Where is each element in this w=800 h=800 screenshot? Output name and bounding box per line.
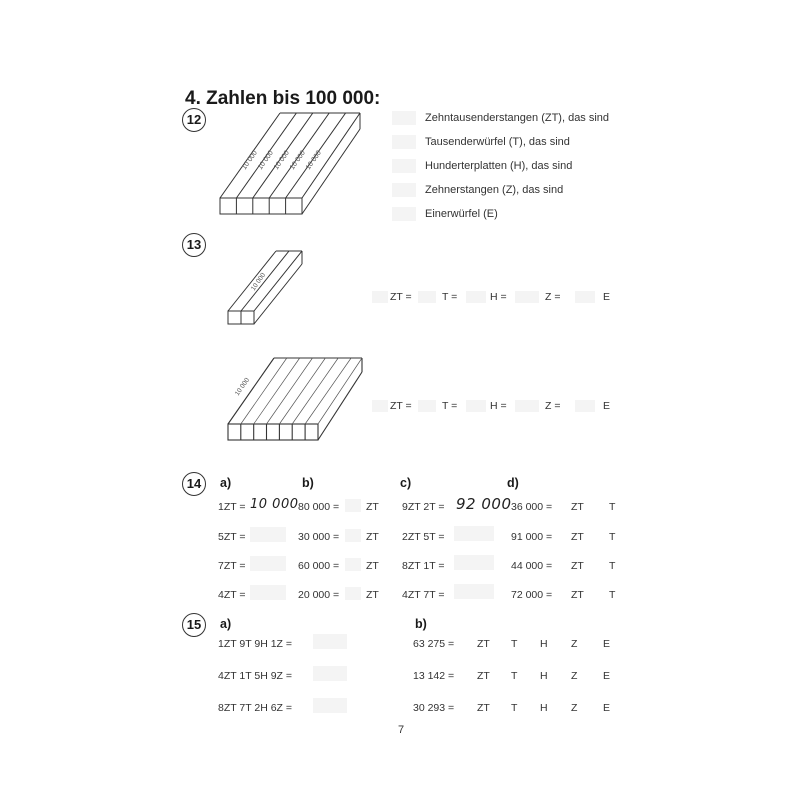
ex14-b-unit: ZT bbox=[366, 560, 379, 572]
ex14-header-c: c) bbox=[400, 476, 412, 490]
unit-e: E bbox=[603, 702, 611, 714]
ex15-a-label: 4ZT 1T 5H 9Z = bbox=[218, 670, 293, 682]
svg-text:10 000: 10 000 bbox=[272, 149, 291, 172]
ex14-c-label: 8ZT 1T = bbox=[402, 560, 445, 572]
unit-h: H bbox=[540, 638, 548, 650]
page-title: 4. Zahlen bis 100 000: bbox=[185, 88, 381, 109]
answer-box[interactable] bbox=[345, 587, 361, 600]
ex14-d-unit-t: T bbox=[609, 560, 616, 572]
ex14-a-label: 1ZT = bbox=[218, 501, 246, 513]
ex13-zt: ZT = bbox=[390, 291, 412, 303]
answer-box[interactable] bbox=[392, 111, 416, 125]
ex15-header-b: b) bbox=[415, 617, 427, 631]
ex15-b-label: 13 142 = bbox=[413, 670, 455, 682]
answer-box[interactable] bbox=[392, 207, 416, 221]
ex12-line-zt: Zehntausenderstangen (ZT), das sind bbox=[425, 112, 610, 124]
answer-box[interactable] bbox=[392, 135, 416, 149]
unit-zt: ZT bbox=[477, 670, 490, 682]
answer-box[interactable] bbox=[466, 291, 486, 303]
ex14-header-d: d) bbox=[507, 476, 519, 490]
slab-label: 10 000 bbox=[233, 376, 252, 398]
ex15-b-label: 30 293 = bbox=[413, 702, 455, 714]
answer-box[interactable] bbox=[313, 666, 347, 681]
ex13-t: T = bbox=[442, 400, 458, 412]
ex14-c-label: 9ZT 2T = bbox=[402, 501, 445, 513]
ex14-header-b: b) bbox=[302, 476, 314, 490]
answer-box[interactable] bbox=[250, 585, 286, 600]
answer-box[interactable] bbox=[454, 526, 494, 541]
ex14-b-label: 60 000 = bbox=[298, 560, 340, 572]
unit-h: H bbox=[540, 670, 548, 682]
ten-thousand-slab-illustration bbox=[215, 108, 365, 220]
ex14-b-label: 20 000 = bbox=[298, 589, 340, 601]
answer-box[interactable] bbox=[418, 400, 436, 412]
answer-box[interactable] bbox=[515, 400, 539, 412]
answer-box[interactable] bbox=[515, 291, 539, 303]
unit-z: Z bbox=[571, 670, 578, 682]
ex14-d-unit-zt: ZT bbox=[571, 501, 584, 513]
answer-box[interactable] bbox=[372, 400, 388, 412]
ex13-z: Z = bbox=[545, 400, 561, 412]
answer-box[interactable] bbox=[466, 400, 486, 412]
ex14-c-label: 4ZT 7T = bbox=[402, 589, 445, 601]
page-number: 7 bbox=[398, 724, 405, 736]
answer-box[interactable] bbox=[392, 183, 416, 197]
answer-box[interactable] bbox=[454, 584, 494, 599]
unit-t: T bbox=[511, 670, 518, 682]
unit-zt: ZT bbox=[477, 638, 490, 650]
ex14-b-label: 30 000 = bbox=[298, 531, 340, 543]
ex14-a-answer[interactable]: 10 000 bbox=[250, 497, 299, 512]
ex14-a-label: 7ZT = bbox=[218, 560, 246, 572]
answer-box[interactable] bbox=[313, 634, 347, 649]
answer-box[interactable] bbox=[372, 291, 388, 303]
ex14-c-label: 2ZT 5T = bbox=[402, 531, 445, 543]
ex13-zt: ZT = bbox=[390, 400, 412, 412]
exercise-number-13: 13 bbox=[182, 233, 206, 257]
ex14-header-a: a) bbox=[220, 476, 232, 490]
svg-text:10 000: 10 000 bbox=[288, 149, 307, 172]
unit-z: Z bbox=[571, 638, 578, 650]
seven-rod-slab-illustration bbox=[225, 354, 365, 444]
ex14-d-unit-t: T bbox=[609, 531, 616, 543]
rod-label: 10 000 bbox=[249, 271, 268, 293]
ex13-e: E bbox=[603, 291, 611, 303]
exercise-number-14: 14 bbox=[182, 472, 206, 496]
exercise-number-12: 12 bbox=[182, 108, 206, 132]
ex14-d-unit-zt: ZT bbox=[571, 589, 584, 601]
ex14-d-label: 91 000 = bbox=[511, 531, 553, 543]
svg-text:10 000: 10 000 bbox=[304, 149, 323, 172]
answer-box[interactable] bbox=[575, 291, 595, 303]
ex12-line-h: Hunderterplatten (H), das sind bbox=[425, 160, 573, 172]
ex14-a-label: 4ZT = bbox=[218, 589, 246, 601]
unit-h: H bbox=[540, 702, 548, 714]
unit-e: E bbox=[603, 670, 611, 682]
ex14-b-label: 80 000 = bbox=[298, 501, 340, 513]
ex14-b-unit: ZT bbox=[366, 589, 379, 601]
ex14-d-label: 44 000 = bbox=[511, 560, 553, 572]
ex13-h: H = bbox=[490, 400, 507, 412]
ex13-h: H = bbox=[490, 291, 507, 303]
answer-box[interactable] bbox=[454, 555, 494, 570]
ex13-e: E bbox=[603, 400, 611, 412]
answer-box[interactable] bbox=[250, 527, 286, 542]
slab-label: 10 000 bbox=[240, 149, 259, 172]
ex12-line-z: Zehnerstangen (Z), das sind bbox=[425, 184, 564, 196]
ex13-z: Z = bbox=[545, 291, 561, 303]
ex14-d-label: 36 000 = bbox=[511, 501, 553, 513]
ex14-b-unit: ZT bbox=[366, 501, 379, 513]
ex12-line-e: Einerwürfel (E) bbox=[425, 208, 498, 220]
svg-text:10 000: 10 000 bbox=[256, 149, 275, 172]
ex15-a-label: 8ZT 7T 2H 6Z = bbox=[218, 702, 293, 714]
ex14-c-answer[interactable]: 92 000 bbox=[456, 495, 512, 513]
answer-box[interactable] bbox=[418, 291, 436, 303]
ex14-a-label: 5ZT = bbox=[218, 531, 246, 543]
unit-t: T bbox=[511, 702, 518, 714]
answer-box[interactable] bbox=[313, 698, 347, 713]
ex14-d-unit-t: T bbox=[609, 589, 616, 601]
unit-zt: ZT bbox=[477, 702, 490, 714]
answer-box[interactable] bbox=[345, 558, 361, 571]
ex14-d-label: 72 000 = bbox=[511, 589, 553, 601]
ex15-header-a: a) bbox=[220, 617, 232, 631]
answer-box[interactable] bbox=[345, 529, 361, 542]
ex13-t: T = bbox=[442, 291, 458, 303]
answer-box[interactable] bbox=[250, 556, 286, 571]
unit-z: Z bbox=[571, 702, 578, 714]
ex15-b-label: 63 275 = bbox=[413, 638, 455, 650]
unit-t: T bbox=[511, 638, 518, 650]
ex12-line-t: Tausenderwürfel (T), das sind bbox=[425, 136, 570, 148]
answer-box[interactable] bbox=[392, 159, 416, 173]
answer-box[interactable] bbox=[345, 499, 361, 512]
double-rod-illustration bbox=[225, 248, 305, 328]
answer-box[interactable] bbox=[575, 400, 595, 412]
unit-e: E bbox=[603, 638, 611, 650]
ex15-a-label: 1ZT 9T 9H 1Z = bbox=[218, 638, 293, 650]
ex14-b-unit: ZT bbox=[366, 531, 379, 543]
exercise-number-15: 15 bbox=[182, 613, 206, 637]
ex14-d-unit-zt: ZT bbox=[571, 560, 584, 572]
ex14-d-unit-zt: ZT bbox=[571, 531, 584, 543]
ex14-d-unit-t: T bbox=[609, 501, 616, 513]
